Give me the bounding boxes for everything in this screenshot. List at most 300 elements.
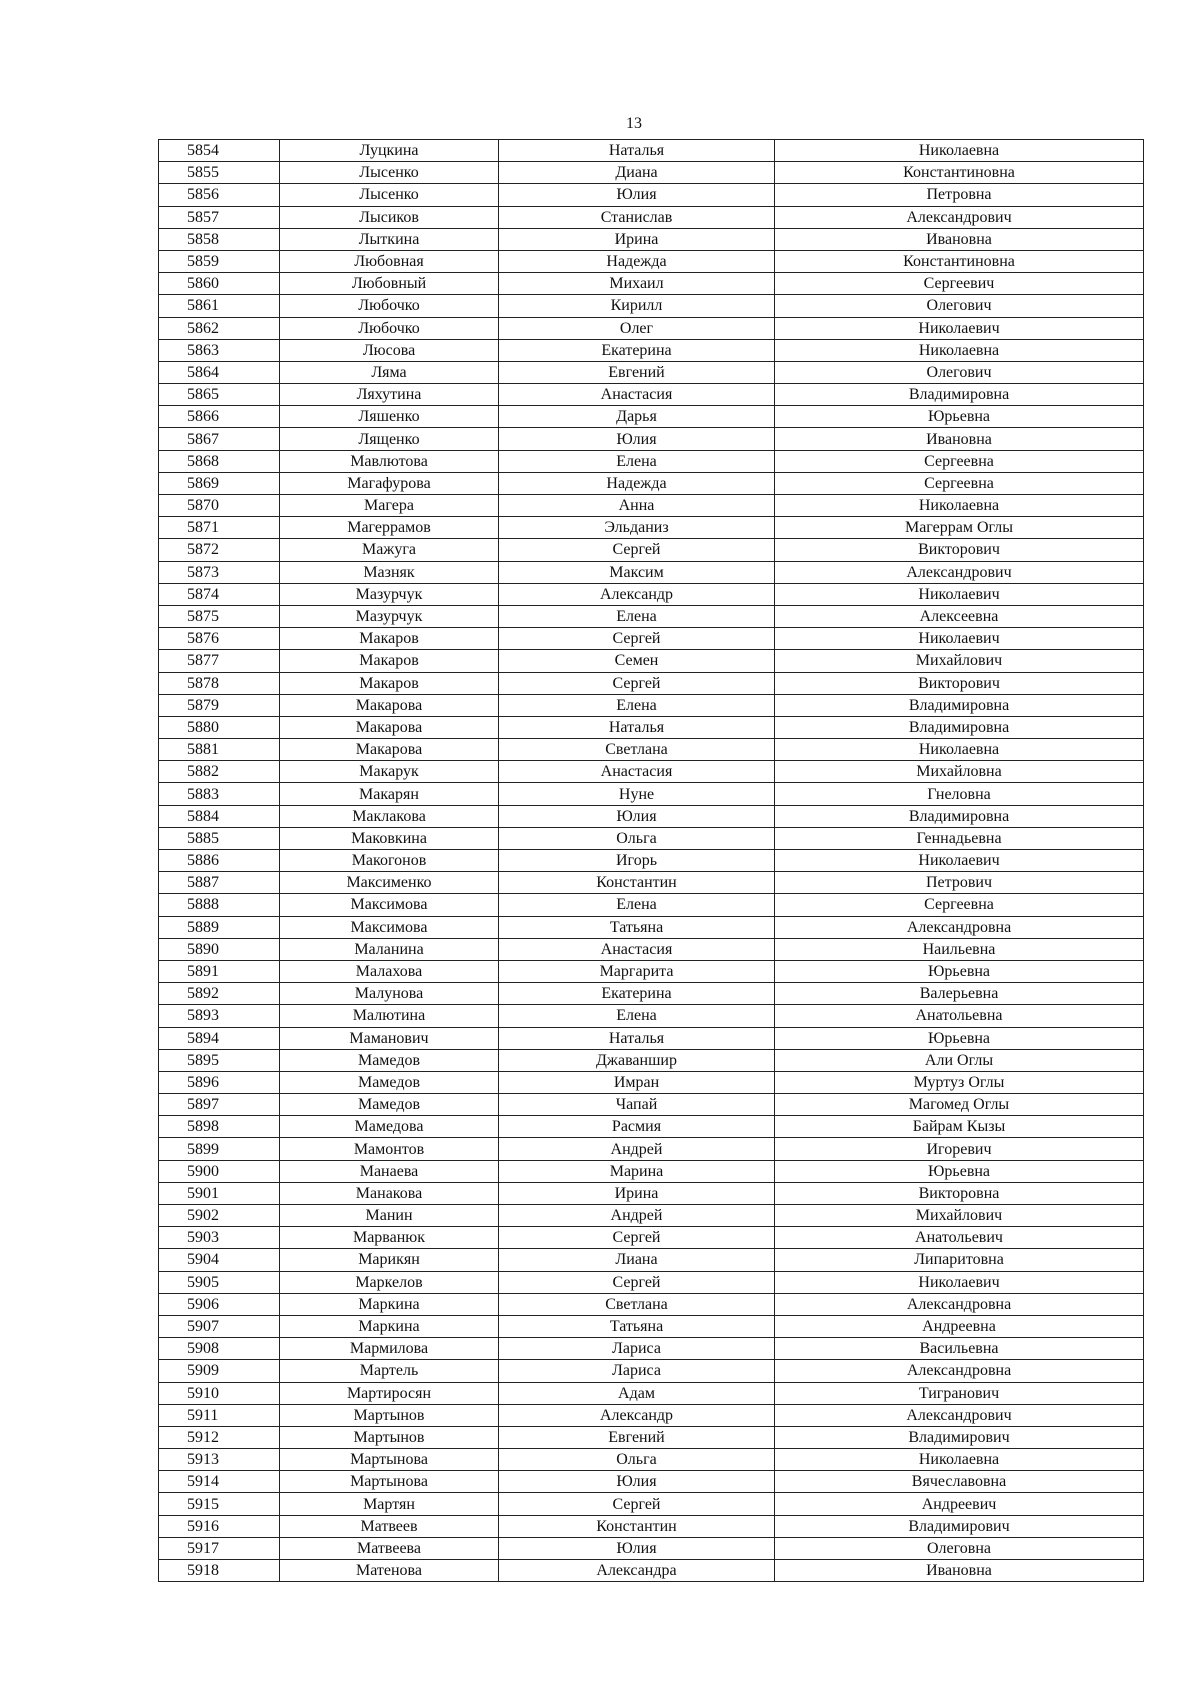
registry-table bbox=[158, 139, 1144, 1582]
table-row bbox=[159, 250, 1144, 272]
record-number-cell: 5891 bbox=[159, 960, 280, 982]
patronymic-cell: Николаевна bbox=[775, 495, 1144, 517]
patronymic-cell: Гнеловна bbox=[775, 783, 1144, 805]
surname-cell: Любовный bbox=[280, 273, 499, 295]
table-row bbox=[159, 1271, 1144, 1293]
patronymic-cell: Юрьевна bbox=[775, 1027, 1144, 1049]
first-name-cell: Олег bbox=[499, 317, 775, 339]
first-name-cell: Диана bbox=[499, 162, 775, 184]
first-name-cell: Евгений bbox=[499, 1426, 775, 1448]
table-row bbox=[159, 628, 1144, 650]
table-row bbox=[159, 1116, 1144, 1138]
record-number-cell: 5918 bbox=[159, 1560, 280, 1582]
record-number-cell: 5886 bbox=[159, 850, 280, 872]
registry-table-body bbox=[159, 140, 1144, 1582]
patronymic-cell: Николаевич bbox=[775, 1271, 1144, 1293]
first-name-cell: Сергей bbox=[499, 539, 775, 561]
first-name-cell: Имран bbox=[499, 1071, 775, 1093]
table-row bbox=[159, 761, 1144, 783]
surname-cell: Макарян bbox=[280, 783, 499, 805]
surname-cell: Люсова bbox=[280, 339, 499, 361]
first-name-cell: Екатерина bbox=[499, 339, 775, 361]
surname-cell: Маковкина bbox=[280, 827, 499, 849]
surname-cell: Мамонтов bbox=[280, 1138, 499, 1160]
surname-cell: Максимова bbox=[280, 894, 499, 916]
record-number-cell: 5854 bbox=[159, 140, 280, 162]
first-name-cell: Константин bbox=[499, 872, 775, 894]
record-number-cell: 5865 bbox=[159, 384, 280, 406]
record-number-cell: 5885 bbox=[159, 827, 280, 849]
table-row bbox=[159, 783, 1144, 805]
table-row bbox=[159, 228, 1144, 250]
first-name-cell: Надежда bbox=[499, 250, 775, 272]
table-row bbox=[159, 938, 1144, 960]
first-name-cell: Татьяна bbox=[499, 1315, 775, 1337]
record-number-cell: 5888 bbox=[159, 894, 280, 916]
table-row bbox=[159, 1205, 1144, 1227]
surname-cell: Мажуга bbox=[280, 539, 499, 561]
surname-cell: Матенова bbox=[280, 1560, 499, 1582]
table-row bbox=[159, 1138, 1144, 1160]
table-row bbox=[159, 805, 1144, 827]
record-number-cell: 5858 bbox=[159, 228, 280, 250]
table-row bbox=[159, 983, 1144, 1005]
first-name-cell: Надежда bbox=[499, 472, 775, 494]
table-row bbox=[159, 872, 1144, 894]
first-name-cell: Юлия bbox=[499, 184, 775, 206]
first-name-cell: Андрей bbox=[499, 1138, 775, 1160]
table-row bbox=[159, 1071, 1144, 1093]
table-row bbox=[159, 1560, 1144, 1582]
table-row bbox=[159, 406, 1144, 428]
surname-cell: Мазняк bbox=[280, 561, 499, 583]
surname-cell: Малахова bbox=[280, 960, 499, 982]
table-row bbox=[159, 605, 1144, 627]
patronymic-cell: Валерьевна bbox=[775, 983, 1144, 1005]
first-name-cell: Татьяна bbox=[499, 916, 775, 938]
patronymic-cell: Владимирович bbox=[775, 1515, 1144, 1537]
table-row bbox=[159, 295, 1144, 317]
table-row bbox=[159, 960, 1144, 982]
first-name-cell: Екатерина bbox=[499, 983, 775, 1005]
first-name-cell: Игорь bbox=[499, 850, 775, 872]
surname-cell: Макарук bbox=[280, 761, 499, 783]
record-number-cell: 5889 bbox=[159, 916, 280, 938]
first-name-cell: Сергей bbox=[499, 1227, 775, 1249]
first-name-cell: Анна bbox=[499, 495, 775, 517]
record-number-cell: 5892 bbox=[159, 983, 280, 1005]
patronymic-cell: Владимировна bbox=[775, 805, 1144, 827]
surname-cell: Максименко bbox=[280, 872, 499, 894]
record-number-cell: 5894 bbox=[159, 1027, 280, 1049]
patronymic-cell: Олеговна bbox=[775, 1537, 1144, 1559]
surname-cell: Малютина bbox=[280, 1005, 499, 1027]
record-number-cell: 5875 bbox=[159, 605, 280, 627]
record-number-cell: 5862 bbox=[159, 317, 280, 339]
patronymic-cell: Владимировна bbox=[775, 384, 1144, 406]
table-row bbox=[159, 1449, 1144, 1471]
first-name-cell: Дарья bbox=[499, 406, 775, 428]
patronymic-cell: Александрович bbox=[775, 206, 1144, 228]
table-row bbox=[159, 1515, 1144, 1537]
record-number-cell: 5877 bbox=[159, 650, 280, 672]
first-name-cell: Анастасия bbox=[499, 384, 775, 406]
table-row bbox=[159, 1227, 1144, 1249]
record-number-cell: 5907 bbox=[159, 1315, 280, 1337]
surname-cell: Мавлютова bbox=[280, 450, 499, 472]
record-number-cell: 5866 bbox=[159, 406, 280, 428]
table-row bbox=[159, 716, 1144, 738]
surname-cell: Мамедов bbox=[280, 1094, 499, 1116]
patronymic-cell: Сергеевна bbox=[775, 472, 1144, 494]
patronymic-cell: Михайлович bbox=[775, 650, 1144, 672]
surname-cell: Мамедов bbox=[280, 1071, 499, 1093]
record-number-cell: 5864 bbox=[159, 361, 280, 383]
record-number-cell: 5893 bbox=[159, 1005, 280, 1027]
patronymic-cell: Викторович bbox=[775, 672, 1144, 694]
surname-cell: Любовная bbox=[280, 250, 499, 272]
first-name-cell: Михаил bbox=[499, 273, 775, 295]
patronymic-cell: Михайловна bbox=[775, 761, 1144, 783]
surname-cell: Ляхутина bbox=[280, 384, 499, 406]
first-name-cell: Наталья bbox=[499, 1027, 775, 1049]
patronymic-cell: Александровна bbox=[775, 1293, 1144, 1315]
surname-cell: Маркина bbox=[280, 1293, 499, 1315]
first-name-cell: Елена bbox=[499, 450, 775, 472]
record-number-cell: 5910 bbox=[159, 1382, 280, 1404]
patronymic-cell: Ивановна bbox=[775, 1560, 1144, 1582]
first-name-cell: Анастасия bbox=[499, 938, 775, 960]
table-row bbox=[159, 1537, 1144, 1559]
patronymic-cell: Владимировна bbox=[775, 716, 1144, 738]
patronymic-cell: Николаевич bbox=[775, 317, 1144, 339]
surname-cell: Макаров bbox=[280, 650, 499, 672]
surname-cell: Матвеев bbox=[280, 1515, 499, 1537]
patronymic-cell: Вячеславовна bbox=[775, 1471, 1144, 1493]
first-name-cell: Лиана bbox=[499, 1249, 775, 1271]
table-row bbox=[159, 1360, 1144, 1382]
surname-cell: Магера bbox=[280, 495, 499, 517]
patronymic-cell: Николаевна bbox=[775, 1449, 1144, 1471]
first-name-cell: Расмия bbox=[499, 1116, 775, 1138]
record-number-cell: 5906 bbox=[159, 1293, 280, 1315]
patronymic-cell: Васильевна bbox=[775, 1338, 1144, 1360]
record-number-cell: 5868 bbox=[159, 450, 280, 472]
record-number-cell: 5896 bbox=[159, 1071, 280, 1093]
surname-cell: Матвеева bbox=[280, 1537, 499, 1559]
record-number-cell: 5916 bbox=[159, 1515, 280, 1537]
table-row bbox=[159, 850, 1144, 872]
surname-cell: Любочко bbox=[280, 295, 499, 317]
record-number-cell: 5880 bbox=[159, 716, 280, 738]
record-number-cell: 5878 bbox=[159, 672, 280, 694]
first-name-cell: Елена bbox=[499, 894, 775, 916]
table-row bbox=[159, 206, 1144, 228]
patronymic-cell: Сергеевна bbox=[775, 450, 1144, 472]
table-row bbox=[159, 428, 1144, 450]
surname-cell: Мартынова bbox=[280, 1449, 499, 1471]
first-name-cell: Юлия bbox=[499, 428, 775, 450]
patronymic-cell: Николаевич bbox=[775, 583, 1144, 605]
surname-cell: Мамедов bbox=[280, 1049, 499, 1071]
table-row bbox=[159, 739, 1144, 761]
patronymic-cell: Наильевна bbox=[775, 938, 1144, 960]
first-name-cell: Адам bbox=[499, 1382, 775, 1404]
surname-cell: Маманович bbox=[280, 1027, 499, 1049]
patronymic-cell: Сергеевна bbox=[775, 894, 1144, 916]
table-row bbox=[159, 672, 1144, 694]
table-row bbox=[159, 317, 1144, 339]
patronymic-cell: Юрьевна bbox=[775, 960, 1144, 982]
first-name-cell: Маргарита bbox=[499, 960, 775, 982]
first-name-cell: Чапай bbox=[499, 1094, 775, 1116]
table-row bbox=[159, 162, 1144, 184]
patronymic-cell: Али Оглы bbox=[775, 1049, 1144, 1071]
record-number-cell: 5901 bbox=[159, 1182, 280, 1204]
record-number-cell: 5876 bbox=[159, 628, 280, 650]
table-row bbox=[159, 1426, 1144, 1448]
surname-cell: Макарова bbox=[280, 739, 499, 761]
table-row bbox=[159, 472, 1144, 494]
table-row bbox=[159, 140, 1144, 162]
patronymic-cell: Ивановна bbox=[775, 228, 1144, 250]
table-row bbox=[159, 517, 1144, 539]
first-name-cell: Светлана bbox=[499, 739, 775, 761]
first-name-cell: Александр bbox=[499, 583, 775, 605]
record-number-cell: 5904 bbox=[159, 1249, 280, 1271]
surname-cell: Мармилова bbox=[280, 1338, 499, 1360]
patronymic-cell: Магомед Оглы bbox=[775, 1094, 1144, 1116]
patronymic-cell: Магеррам Оглы bbox=[775, 517, 1144, 539]
first-name-cell: Марина bbox=[499, 1160, 775, 1182]
surname-cell: Маркина bbox=[280, 1315, 499, 1337]
table-row bbox=[159, 1027, 1144, 1049]
table-row bbox=[159, 1493, 1144, 1515]
first-name-cell: Семен bbox=[499, 650, 775, 672]
table-row bbox=[159, 273, 1144, 295]
first-name-cell: Александр bbox=[499, 1404, 775, 1426]
record-number-cell: 5912 bbox=[159, 1426, 280, 1448]
surname-cell: Манаева bbox=[280, 1160, 499, 1182]
patronymic-cell: Андреевич bbox=[775, 1493, 1144, 1515]
record-number-cell: 5887 bbox=[159, 872, 280, 894]
patronymic-cell: Николаевна bbox=[775, 339, 1144, 361]
record-number-cell: 5884 bbox=[159, 805, 280, 827]
patronymic-cell: Николаевна bbox=[775, 140, 1144, 162]
record-number-cell: 5909 bbox=[159, 1360, 280, 1382]
table-row bbox=[159, 827, 1144, 849]
surname-cell: Марванюк bbox=[280, 1227, 499, 1249]
patronymic-cell: Михайлович bbox=[775, 1205, 1144, 1227]
record-number-cell: 5883 bbox=[159, 783, 280, 805]
patronymic-cell: Олегович bbox=[775, 361, 1144, 383]
surname-cell: Ляшенко bbox=[280, 406, 499, 428]
surname-cell: Манин bbox=[280, 1205, 499, 1227]
patronymic-cell: Геннадьевна bbox=[775, 827, 1144, 849]
record-number-cell: 5900 bbox=[159, 1160, 280, 1182]
table-row bbox=[159, 495, 1144, 517]
surname-cell: Лысенко bbox=[280, 162, 499, 184]
page-number: 13 bbox=[626, 115, 642, 132]
first-name-cell: Юлия bbox=[499, 1471, 775, 1493]
table-row bbox=[159, 583, 1144, 605]
surname-cell: Мазурчук bbox=[280, 605, 499, 627]
record-number-cell: 5914 bbox=[159, 1471, 280, 1493]
first-name-cell: Юлия bbox=[499, 805, 775, 827]
surname-cell: Маланина bbox=[280, 938, 499, 960]
table-row bbox=[159, 1315, 1144, 1337]
patronymic-cell: Юрьевна bbox=[775, 1160, 1144, 1182]
first-name-cell: Нуне bbox=[499, 783, 775, 805]
record-number-cell: 5908 bbox=[159, 1338, 280, 1360]
surname-cell: Макогонов bbox=[280, 850, 499, 872]
surname-cell: Мартынов bbox=[280, 1404, 499, 1426]
patronymic-cell: Константиновна bbox=[775, 250, 1144, 272]
record-number-cell: 5872 bbox=[159, 539, 280, 561]
table-row bbox=[159, 1404, 1144, 1426]
table-row bbox=[159, 694, 1144, 716]
first-name-cell: Кирилл bbox=[499, 295, 775, 317]
record-number-cell: 5879 bbox=[159, 694, 280, 716]
surname-cell: Малунова bbox=[280, 983, 499, 1005]
first-name-cell: Евгений bbox=[499, 361, 775, 383]
first-name-cell: Константин bbox=[499, 1515, 775, 1537]
record-number-cell: 5860 bbox=[159, 273, 280, 295]
table-row bbox=[159, 1293, 1144, 1315]
patronymic-cell: Игоревич bbox=[775, 1138, 1144, 1160]
table-row bbox=[159, 916, 1144, 938]
surname-cell: Макаров bbox=[280, 672, 499, 694]
first-name-cell: Эльданиз bbox=[499, 517, 775, 539]
surname-cell: Мартынов bbox=[280, 1426, 499, 1448]
table-row bbox=[159, 1049, 1144, 1071]
table-row bbox=[159, 1005, 1144, 1027]
table-row bbox=[159, 1338, 1144, 1360]
table-row bbox=[159, 1182, 1144, 1204]
surname-cell: Макарова bbox=[280, 716, 499, 738]
first-name-cell: Наталья bbox=[499, 716, 775, 738]
surname-cell: Ляма bbox=[280, 361, 499, 383]
patronymic-cell: Байрам Кызы bbox=[775, 1116, 1144, 1138]
patronymic-cell: Николаевич bbox=[775, 628, 1144, 650]
first-name-cell: Сергей bbox=[499, 1493, 775, 1515]
record-number-cell: 5870 bbox=[159, 495, 280, 517]
first-name-cell: Ирина bbox=[499, 228, 775, 250]
patronymic-cell: Петрович bbox=[775, 872, 1144, 894]
surname-cell: Мамедова bbox=[280, 1116, 499, 1138]
record-number-cell: 5902 bbox=[159, 1205, 280, 1227]
patronymic-cell: Андреевна bbox=[775, 1315, 1144, 1337]
patronymic-cell: Владимировна bbox=[775, 694, 1144, 716]
patronymic-cell: Анатольевич bbox=[775, 1227, 1144, 1249]
table-row bbox=[159, 561, 1144, 583]
first-name-cell: Светлана bbox=[499, 1293, 775, 1315]
patronymic-cell: Липаритовна bbox=[775, 1249, 1144, 1271]
first-name-cell: Наталья bbox=[499, 140, 775, 162]
first-name-cell: Елена bbox=[499, 694, 775, 716]
record-number-cell: 5873 bbox=[159, 561, 280, 583]
record-number-cell: 5861 bbox=[159, 295, 280, 317]
table-row bbox=[159, 894, 1144, 916]
table-row bbox=[159, 1249, 1144, 1271]
first-name-cell: Андрей bbox=[499, 1205, 775, 1227]
first-name-cell: Ирина bbox=[499, 1182, 775, 1204]
record-number-cell: 5882 bbox=[159, 761, 280, 783]
surname-cell: Лысиков bbox=[280, 206, 499, 228]
patronymic-cell: Алексеевна bbox=[775, 605, 1144, 627]
table-row bbox=[159, 1471, 1144, 1493]
patronymic-cell: Олегович bbox=[775, 295, 1144, 317]
record-number-cell: 5897 bbox=[159, 1094, 280, 1116]
table-row bbox=[159, 539, 1144, 561]
first-name-cell: Станислав bbox=[499, 206, 775, 228]
first-name-cell: Юлия bbox=[499, 1537, 775, 1559]
record-number-cell: 5869 bbox=[159, 472, 280, 494]
record-number-cell: 5903 bbox=[159, 1227, 280, 1249]
record-number-cell: 5915 bbox=[159, 1493, 280, 1515]
record-number-cell: 5898 bbox=[159, 1116, 280, 1138]
first-name-cell: Сергей bbox=[499, 672, 775, 694]
patronymic-cell: Анатольевна bbox=[775, 1005, 1144, 1027]
table-row bbox=[159, 1094, 1144, 1116]
surname-cell: Мартиросян bbox=[280, 1382, 499, 1404]
record-number-cell: 5871 bbox=[159, 517, 280, 539]
patronymic-cell: Сергеевич bbox=[775, 273, 1144, 295]
record-number-cell: 5863 bbox=[159, 339, 280, 361]
surname-cell: Макаров bbox=[280, 628, 499, 650]
record-number-cell: 5911 bbox=[159, 1404, 280, 1426]
record-number-cell: 5905 bbox=[159, 1271, 280, 1293]
patronymic-cell: Юрьевна bbox=[775, 406, 1144, 428]
table-row bbox=[159, 650, 1144, 672]
record-number-cell: 5899 bbox=[159, 1138, 280, 1160]
patronymic-cell: Муртуз Оглы bbox=[775, 1071, 1144, 1093]
surname-cell: Мартян bbox=[280, 1493, 499, 1515]
surname-cell: Мазурчук bbox=[280, 583, 499, 605]
surname-cell: Магафурова bbox=[280, 472, 499, 494]
table-row bbox=[159, 361, 1144, 383]
record-number-cell: 5855 bbox=[159, 162, 280, 184]
record-number-cell: 5913 bbox=[159, 1449, 280, 1471]
patronymic-cell: Константиновна bbox=[775, 162, 1144, 184]
surname-cell: Любочко bbox=[280, 317, 499, 339]
patronymic-cell: Викторович bbox=[775, 539, 1144, 561]
table-row bbox=[159, 184, 1144, 206]
first-name-cell: Лариса bbox=[499, 1338, 775, 1360]
record-number-cell: 5856 bbox=[159, 184, 280, 206]
patronymic-cell: Петровна bbox=[775, 184, 1144, 206]
table-row bbox=[159, 450, 1144, 472]
patronymic-cell: Александрович bbox=[775, 561, 1144, 583]
surname-cell: Манакова bbox=[280, 1182, 499, 1204]
first-name-cell: Сергей bbox=[499, 628, 775, 650]
surname-cell: Маркелов bbox=[280, 1271, 499, 1293]
record-number-cell: 5857 bbox=[159, 206, 280, 228]
table-row bbox=[159, 339, 1144, 361]
patronymic-cell: Викторовна bbox=[775, 1182, 1144, 1204]
surname-cell: Мартель bbox=[280, 1360, 499, 1382]
surname-cell: Лысенко bbox=[280, 184, 499, 206]
record-number-cell: 5881 bbox=[159, 739, 280, 761]
surname-cell: Маклакова bbox=[280, 805, 499, 827]
record-number-cell: 5859 bbox=[159, 250, 280, 272]
first-name-cell: Сергей bbox=[499, 1271, 775, 1293]
patronymic-cell: Ивановна bbox=[775, 428, 1144, 450]
patronymic-cell: Тигранович bbox=[775, 1382, 1144, 1404]
patronymic-cell: Николаевич bbox=[775, 850, 1144, 872]
first-name-cell: Максим bbox=[499, 561, 775, 583]
first-name-cell: Елена bbox=[499, 605, 775, 627]
